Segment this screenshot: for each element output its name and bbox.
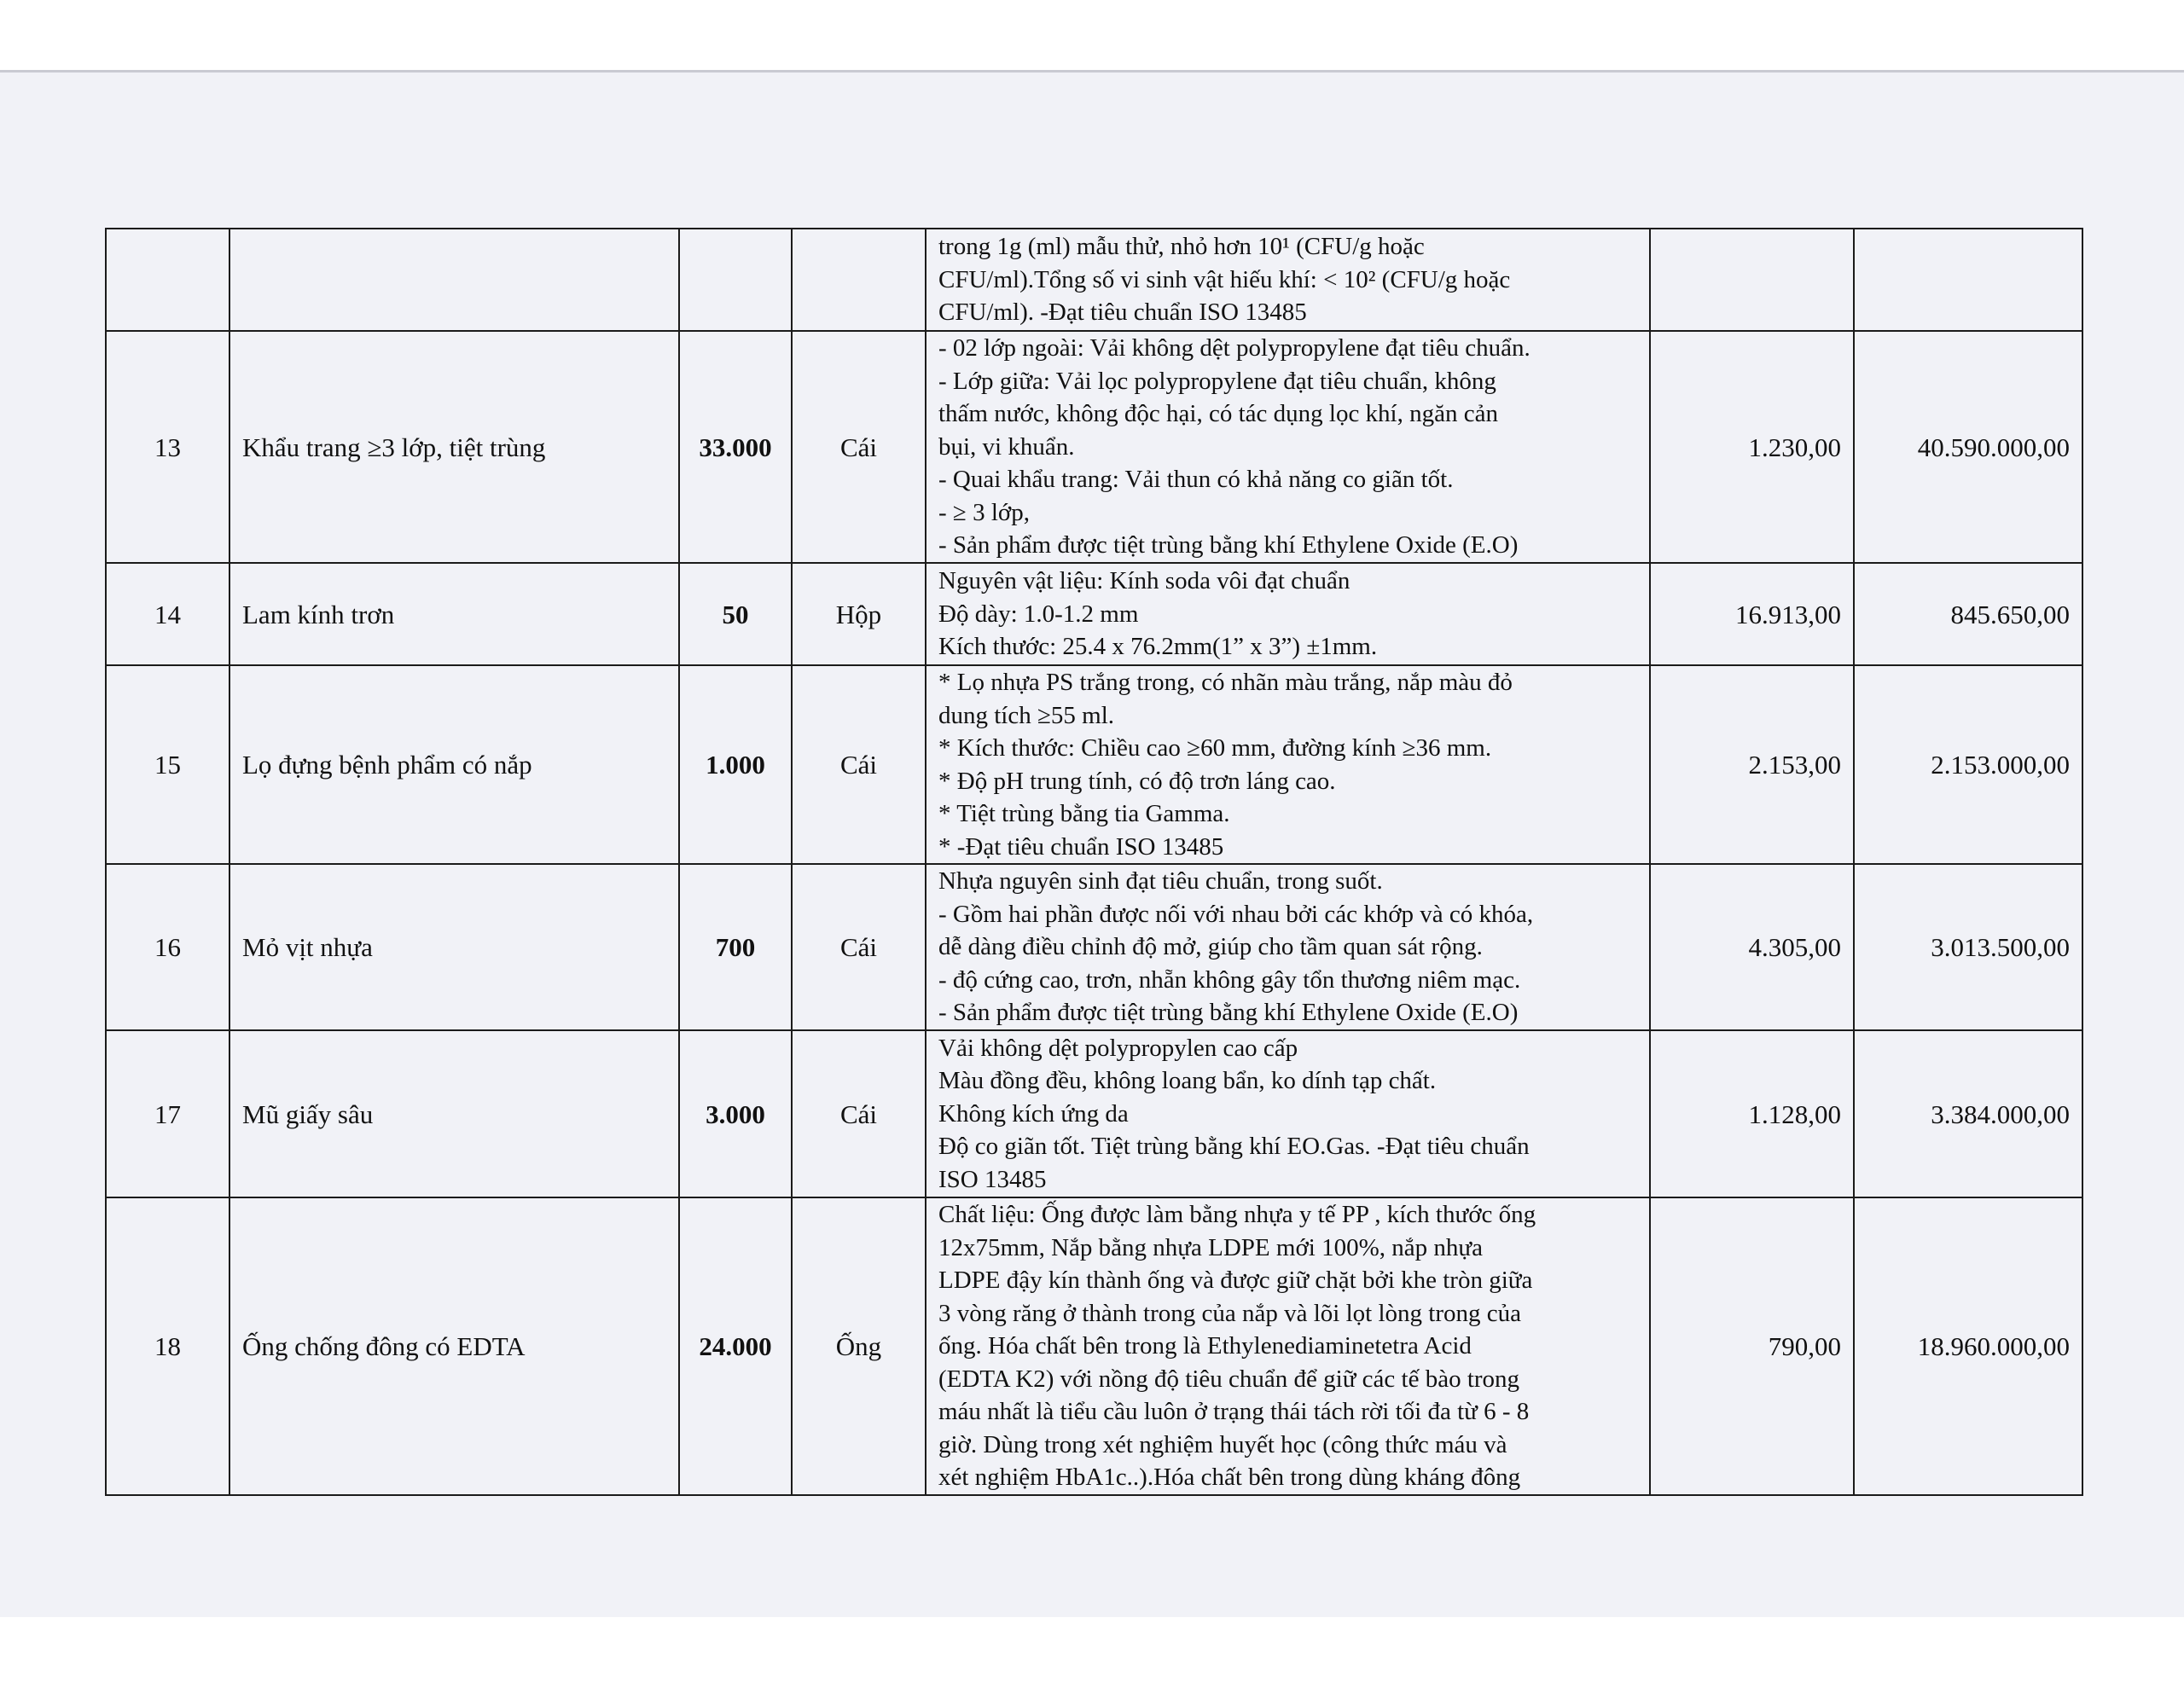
table-row bbox=[106, 1197, 2082, 1495]
item-name: Mũ giấy sâu bbox=[229, 1030, 679, 1197]
spec-line: xét nghiệm HbA1c..).Hóa chất bên trong dùng kháng đông bbox=[938, 1464, 1521, 1491]
spec-line: Vải không dệt polypropylen cao cấp bbox=[938, 1034, 1298, 1062]
table-row bbox=[106, 229, 2082, 331]
table-row bbox=[106, 331, 2082, 563]
spec-line: dễ dàng điều chỉnh độ mở, giúp cho tầm quan sát rộng. bbox=[938, 933, 1483, 961]
table-row bbox=[106, 864, 2082, 1030]
item-unit bbox=[792, 229, 926, 331]
item-name: Khẩu trang ≥3 lớp, tiệt trùng bbox=[229, 331, 679, 563]
table-row bbox=[106, 563, 2082, 665]
spec-line: máu nhất là tiểu cầu luôn ở trạng thái tách rời tối đa từ 6 - 8 bbox=[938, 1398, 1530, 1425]
item-quantity: 700 bbox=[679, 864, 792, 1030]
spec-line: trong 1g (ml) mẫu thử, nhỏ hơn 10¹ (CFU/g hoặc bbox=[938, 233, 1425, 261]
item-number: 18 bbox=[106, 1197, 229, 1495]
item-unit-price: 1.128,00 bbox=[1650, 1030, 1854, 1197]
supplies-table bbox=[105, 228, 2083, 1496]
spec-line: CFU/ml).Tổng số vi sinh vật hiếu khí: < 10² (CFU/g hoặc bbox=[938, 265, 1511, 293]
spec-line: 12x75mm, Nắp bằng nhựa LDPE mới 100%, nắp nhựa bbox=[938, 1233, 1483, 1261]
item-specification bbox=[926, 1197, 1650, 1495]
spec-line: Màu đồng đều, không loang bẩn, ko dính tạp chất. bbox=[938, 1067, 1437, 1095]
spec-line: Độ co giãn tốt. Tiệt trùng bằng khí EO.Gas. -Đạt tiêu chuẩn bbox=[938, 1133, 1530, 1161]
item-name: Ống chống đông có EDTA bbox=[229, 1197, 679, 1495]
item-total bbox=[1854, 229, 2082, 331]
item-specification bbox=[926, 331, 1650, 563]
spec-line: ISO 13485 bbox=[938, 1165, 1047, 1193]
item-number bbox=[106, 229, 229, 331]
item-number: 16 bbox=[106, 864, 229, 1030]
table-body bbox=[106, 229, 2082, 1495]
spec-line: - Lớp giữa: Vải lọc polypropylene đạt tiêu chuẩn, không bbox=[938, 367, 1496, 395]
item-name: Lọ đựng bệnh phẩm có nắp bbox=[229, 665, 679, 864]
scan-margin-bottom bbox=[0, 1617, 2184, 1687]
spec-line: CFU/ml). -Đạt tiêu chuẩn ISO 13485 bbox=[938, 299, 1307, 327]
spec-line: ống. Hóa chất bên trong là Ethylenediaminetetra Acid bbox=[938, 1332, 1472, 1359]
item-unit: Cái bbox=[792, 864, 926, 1030]
spec-line: * Tiệt trùng bằng tia Gamma. bbox=[938, 800, 1230, 827]
spec-line: giờ. Dùng trong xét nghiệm huyết học (công thức máu và bbox=[938, 1430, 1507, 1458]
item-unit-price: 1.230,00 bbox=[1650, 331, 1854, 563]
item-number: 13 bbox=[106, 331, 229, 563]
table-row bbox=[106, 1030, 2082, 1197]
item-unit: Cái bbox=[792, 665, 926, 864]
item-specification bbox=[926, 864, 1650, 1030]
item-quantity bbox=[679, 229, 792, 331]
spec-line: Chất liệu: Ống được làm bằng nhựa y tế PP , kích thước ống bbox=[938, 1201, 1536, 1228]
spec-line: * -Đạt tiêu chuẩn ISO 13485 bbox=[938, 832, 1224, 861]
item-total: 2.153.000,00 bbox=[1854, 665, 2082, 864]
item-specification bbox=[926, 229, 1650, 331]
spec-line: Kích thước: 25.4 x 76.2mm(1” x 3”) ±1mm. bbox=[938, 633, 1378, 661]
spec-line: - Sản phẩm được tiệt trùng bằng khí Ethylene Oxide (E.O) bbox=[938, 531, 1519, 559]
item-total: 845.650,00 bbox=[1854, 563, 2082, 665]
item-quantity: 1.000 bbox=[679, 665, 792, 864]
item-total: 40.590.000,00 bbox=[1854, 331, 2082, 563]
item-unit-price: 2.153,00 bbox=[1650, 665, 1854, 864]
spec-line: - Quai khẩu trang: Vải thun có khả năng co giãn tốt. bbox=[938, 466, 1454, 494]
item-unit: Hộp bbox=[792, 563, 926, 665]
spec-line: LDPE đậy kín thành ống và được giữ chặt bởi khe tròn giữa bbox=[938, 1267, 1533, 1294]
spec-line: - 02 lớp ngoài: Vải không dệt polypropylene đạt tiêu chuẩn. bbox=[938, 334, 1531, 362]
item-total: 18.960.000,00 bbox=[1854, 1197, 2082, 1495]
item-total: 3.013.500,00 bbox=[1854, 864, 2082, 1030]
item-specification bbox=[926, 665, 1650, 864]
scan-margin-top bbox=[0, 0, 2184, 70]
item-number: 17 bbox=[106, 1030, 229, 1197]
item-name bbox=[229, 229, 679, 331]
item-quantity: 3.000 bbox=[679, 1030, 792, 1197]
spec-line: * Lọ nhựa PS trắng trong, có nhãn màu trắng, nắp màu đỏ bbox=[938, 669, 1513, 696]
item-unit: Cái bbox=[792, 1030, 926, 1197]
item-name: Lam kính trơn bbox=[229, 563, 679, 665]
item-quantity: 33.000 bbox=[679, 331, 792, 563]
spec-line: Nguyên vật liệu: Kính soda vôi đạt chuẩn bbox=[938, 567, 1350, 595]
spec-line: - ≥ 3 lớp, bbox=[938, 498, 1030, 526]
item-unit-price: 790,00 bbox=[1650, 1197, 1854, 1495]
spec-line: - Gồm hai phần được nối với nhau bởi các khớp và có khóa, bbox=[938, 900, 1534, 928]
spec-line: thấm nước, không độc hại, có tác dụng lọc khí, ngăn cản bbox=[938, 400, 1498, 428]
item-unit-price: 4.305,00 bbox=[1650, 864, 1854, 1030]
item-number: 14 bbox=[106, 563, 229, 665]
item-quantity: 24.000 bbox=[679, 1197, 792, 1495]
spec-line: Nhựa nguyên sinh đạt tiêu chuẩn, trong suốt. bbox=[938, 867, 1383, 896]
item-unit-price: 16.913,00 bbox=[1650, 563, 1854, 665]
item-specification bbox=[926, 563, 1650, 665]
spec-line: 3 vòng răng ở thành trong của nắp và lõi lọt lòng trong của bbox=[938, 1299, 1521, 1327]
item-unit: Cái bbox=[792, 331, 926, 563]
table-row bbox=[106, 665, 2082, 864]
spec-line: * Kích thước: Chiều cao ≥60 mm, đường kính ≥36 mm. bbox=[938, 734, 1492, 762]
spec-line: - độ cứng cao, trơn, nhẵn không gây tổn thương niêm mạc. bbox=[938, 965, 1521, 994]
spec-line: * Độ pH trung tính, có độ trơn láng cao. bbox=[938, 767, 1336, 795]
spec-line: bụi, vi khuẩn. bbox=[938, 432, 1075, 461]
spec-line: Không kích ứng da bbox=[938, 1099, 1129, 1128]
item-unit-price bbox=[1650, 229, 1854, 331]
item-unit: Ống bbox=[792, 1197, 926, 1495]
spec-line: (EDTA K2) với nồng độ tiêu chuẩn để giữ các tế bào trong bbox=[938, 1365, 1520, 1393]
item-specification bbox=[926, 1030, 1650, 1197]
spec-line: dung tích ≥55 ml. bbox=[938, 701, 1115, 729]
item-number: 15 bbox=[106, 665, 229, 864]
item-total: 3.384.000,00 bbox=[1854, 1030, 2082, 1197]
spec-line: Độ dày: 1.0-1.2 mm bbox=[938, 600, 1139, 628]
item-name: Mỏ vịt nhựa bbox=[229, 864, 679, 1030]
spec-line: - Sản phẩm được tiệt trùng bằng khí Ethylene Oxide (E.O) bbox=[938, 999, 1519, 1027]
item-quantity: 50 bbox=[679, 563, 792, 665]
